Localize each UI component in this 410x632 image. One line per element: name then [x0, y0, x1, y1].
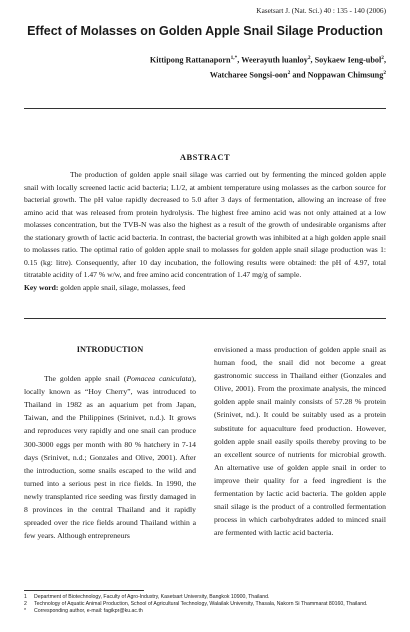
footnote-text: Department of Biotechnology, Faculty of Agro-Industry, Kasetsart University, Bangkok 10900, Thailand.	[34, 594, 270, 600]
species-name: Pomacea caniculata	[126, 374, 192, 384]
journal-citation: Kasetsart J. (Nat. Sci.) 40 : 135 - 140 (2006)	[256, 6, 386, 15]
author-line-1	[150, 52, 386, 67]
paper-title: Effect of Molasses on Golden Apple Snail Silage Production	[27, 24, 383, 38]
author-affiliation-mark: 2	[383, 69, 386, 76]
paragraph-text: ), locally known as “Hoy Cherry”, was introduced to Thailand in 1982 as an aquarium pet from Japan, Taiwan, and the Philippines (Srinivet, n.d.). It grows and reproduces very rapidly and one snail can produce 300-3000 eggs per month with 80 % hatchery in 7-14 days (Srinivet, n.d.; Gonzales and Olive, 2001). After the introduction, some snails escaped to the wild and turned into a serious pest in rice fields. In 1990, the newly transplanted rice seeding was firstly damaged in 8 provinces in the central Thailand and it rapidly spreaded over the rice fields around Thailand within a few years. Although entrepreneurs	[24, 374, 196, 541]
paragraph-text: The golden apple snail (	[44, 374, 127, 384]
abstract-section	[24, 169, 386, 294]
keywords	[24, 282, 386, 295]
keywords-label: Key word:	[24, 282, 59, 292]
footnote-mark: *	[24, 608, 27, 615]
footnote	[24, 601, 386, 608]
introduction-heading: INTRODUCTION	[76, 345, 144, 354]
footnote	[24, 608, 386, 615]
author-separator: and	[290, 70, 308, 80]
author-name: Noppawan Chimsung	[307, 70, 384, 80]
divider	[24, 318, 386, 319]
author-name: Soykaew Ieng-ubol	[314, 55, 382, 65]
author-line-2	[150, 67, 386, 82]
footnote-divider	[24, 590, 144, 591]
left-column	[24, 343, 196, 542]
author-affiliation-mark: 2	[307, 55, 311, 61]
footnotes	[24, 594, 386, 616]
author-separator: ,	[383, 55, 386, 65]
footnote	[24, 594, 386, 601]
abstract-heading: ABSTRACT	[179, 152, 231, 162]
author-name: Kittipong Rattanaporn	[149, 55, 231, 65]
introduction-paragraph-continued: envisioned a mass production of golden apple snail as human food, the snail did not become a great gastronomic success in Thailand either (Gonzales and Olive, 2001). From the proximate analysis, the minced golden apple snail mainly consists of 57.28 % protein (Srinivet, nd.). It could be suitably used as a protein substitute for aquaculture feed production. However, golden apple snail easily spoils thereby proving to be an excellent source of nutrients for microbial growth. An alternative use of golden apple snail in order to improve their quality for a feed ingredient is the fermentation by lactic acid bacteria. The golden apple snail silage is the product of a controlled fermentation process in which carbohydrates added to minced snail are fermented with lactic acid bacteria.	[214, 345, 386, 538]
author-affiliation-mark: 1,*	[230, 55, 238, 61]
divider	[24, 108, 386, 109]
footnote-text: Technology of Aquatic Animal Production, School of Agricultural Technology, Walailak University, Thasala, Nakorn Si Thammarat 80160, Thailand.	[34, 601, 368, 608]
footnote-mark: 2	[24, 601, 27, 608]
introduction-paragraph	[24, 372, 196, 542]
author-affiliation-mark: 2	[381, 55, 384, 61]
author-block	[150, 52, 386, 81]
author-affiliation-mark: 2	[287, 69, 291, 76]
author-separator: ,	[237, 55, 242, 65]
footnote-mark: 1	[24, 594, 27, 600]
author-separator: ,	[310, 55, 315, 65]
author-name: Watcharee Songsi-oon	[209, 70, 288, 80]
right-column	[214, 343, 386, 539]
keywords-text: golden apple snail, silage, molasses, feed	[60, 282, 186, 292]
abstract-body: The production of golden apple snail silage was carried out by fermenting the minced golden apple snail with locally screened lactic acid bacteria; L1/2, at ambient temperature using molasses as the carbon source for bacterial growth. The pH value rapidly decreased to 5.0 after 3 days of fermentation, allowing an increase of free amino acid that was released from protein hydrolysis. The highest free amino acid was not only attained at a low molasses concentration, but the TVB-N was also the highest as a result of the growth of undesirable organisms after the stationary growth of lactic acid bacteria. In contrast, the bacterial growth was inhibited at a high golden apple snail to molasses ratio. The optimal ratio of golden apple snail to molasses for golden apple snail silage production was 1: 0.15 (kg: litre). Consequently, after 10 day incubation, the following results were obtained: the pH of 4.97, total titratable acidity of 1.47 % w/w, and free amino acid concentration of 1.47 mg/g of sample.	[24, 170, 386, 279]
footnote-text: Corresponding author, e-mail: fagikpr@ku.ac.th	[34, 608, 143, 615]
author-name: Weerayuth luanloy	[241, 55, 308, 65]
